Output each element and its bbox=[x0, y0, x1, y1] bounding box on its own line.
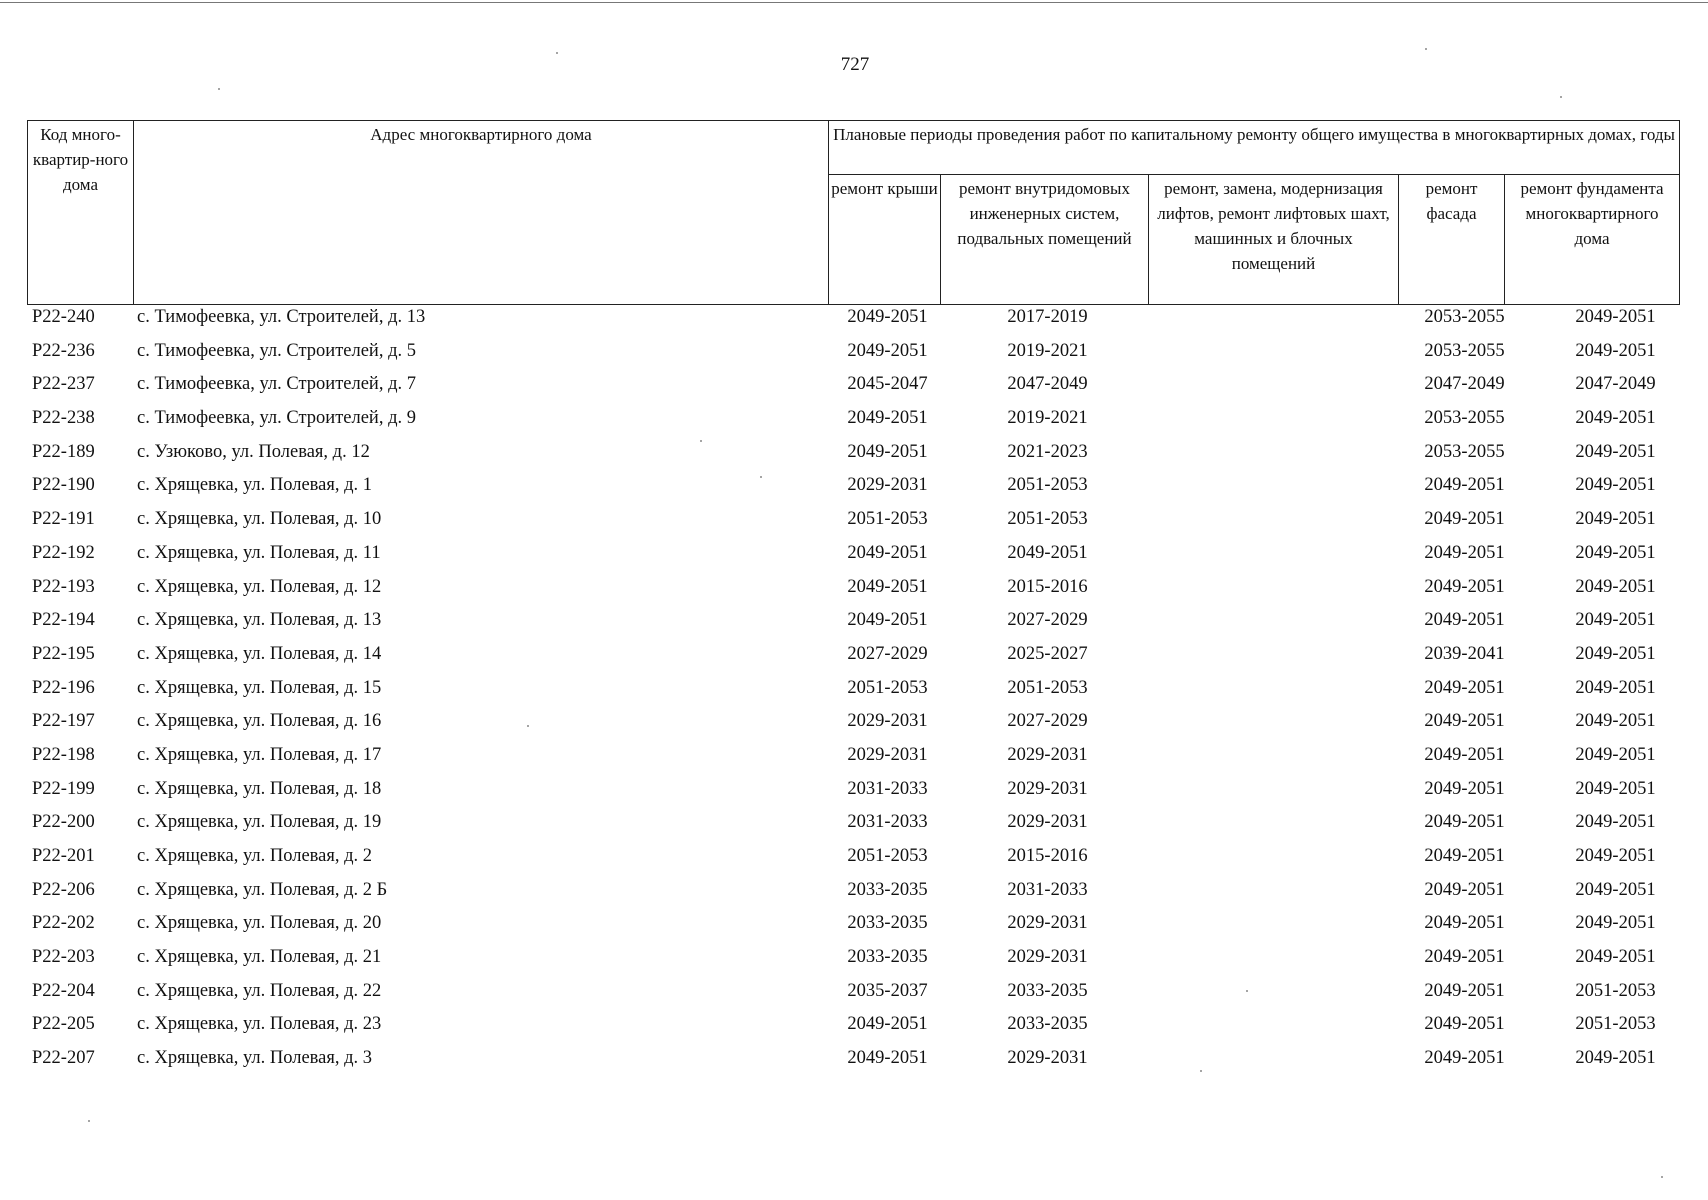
table-row bbox=[27, 642, 1679, 676]
cell-roof: 2029-2031 bbox=[847, 475, 928, 496]
cell-code: P22-203 bbox=[32, 947, 95, 968]
cell-roof: 2051-2053 bbox=[847, 509, 928, 530]
cell-facade: 2049-2051 bbox=[1424, 677, 1505, 698]
cell-address: с. Хрящевка, ул. Полевая, д. 18 bbox=[137, 778, 382, 799]
cell-foundation: 2049-2051 bbox=[1575, 475, 1656, 496]
table-row bbox=[27, 945, 1679, 979]
table-row bbox=[27, 473, 1679, 507]
cell-facade: 2053-2055 bbox=[1424, 307, 1505, 327]
cell-foundation: 2049-2051 bbox=[1575, 1048, 1656, 1069]
header-roof: ремонт крыши bbox=[829, 175, 941, 305]
cell-roof: 2045-2047 bbox=[847, 374, 928, 395]
cell-facade: 2049-2051 bbox=[1424, 812, 1505, 833]
cell-address: с. Тимофеевка, ул. Строителей, д. 13 bbox=[137, 307, 426, 327]
cell-code: P22-200 bbox=[32, 812, 95, 833]
cell-engineering: 2033-2035 bbox=[1007, 980, 1088, 1001]
cell-facade: 2053-2055 bbox=[1424, 408, 1505, 429]
cell-code: P22-240 bbox=[32, 307, 95, 327]
cell-address: с. Тимофеевка, ул. Строителей, д. 5 bbox=[137, 340, 416, 361]
cell-code: P22-190 bbox=[32, 475, 95, 496]
cell-foundation: 2049-2051 bbox=[1575, 778, 1656, 799]
cell-roof: 2031-2033 bbox=[847, 812, 928, 833]
cell-facade: 2049-2051 bbox=[1424, 711, 1505, 732]
cell-roof: 2033-2035 bbox=[847, 879, 928, 900]
cell-foundation: 2051-2053 bbox=[1575, 980, 1656, 1001]
cell-facade: 2049-2051 bbox=[1424, 542, 1505, 563]
cell-facade: 2049-2051 bbox=[1424, 879, 1505, 900]
cell-foundation: 2049-2051 bbox=[1575, 408, 1656, 429]
scan-speck bbox=[527, 725, 529, 727]
cell-code: P22-206 bbox=[32, 879, 95, 900]
cell-facade: 2049-2051 bbox=[1424, 846, 1505, 866]
cell-code: P22-197 bbox=[32, 711, 95, 732]
cell-engineering: 2029-2031 bbox=[1007, 1048, 1088, 1069]
cell-engineering: 2031-2033 bbox=[1007, 879, 1088, 900]
scan-speck bbox=[760, 476, 762, 478]
cell-code: P22-201 bbox=[32, 846, 95, 866]
cell-engineering: 2027-2029 bbox=[1007, 610, 1088, 631]
table-row bbox=[27, 1046, 1679, 1080]
cell-roof: 2051-2053 bbox=[847, 846, 928, 866]
cell-engineering: 2019-2021 bbox=[1007, 340, 1088, 361]
table-row bbox=[27, 777, 1679, 811]
table-row bbox=[27, 575, 1679, 609]
cell-facade: 2049-2051 bbox=[1424, 1014, 1505, 1035]
header-engineering: ремонт внутридомовых инженерных систем, подвальных помещений bbox=[941, 175, 1149, 305]
cell-engineering: 2029-2031 bbox=[1007, 744, 1088, 765]
header-foundation: ремонт фундамента многоквартирного дома bbox=[1505, 175, 1680, 305]
cell-facade: 2049-2051 bbox=[1424, 980, 1505, 1001]
cell-engineering: 2029-2031 bbox=[1007, 812, 1088, 833]
cell-foundation: 2049-2051 bbox=[1575, 576, 1656, 597]
cell-foundation: 2049-2051 bbox=[1575, 812, 1656, 833]
table-header bbox=[27, 120, 1679, 305]
cell-foundation: 2047-2049 bbox=[1575, 374, 1656, 395]
table-body bbox=[27, 305, 1679, 1080]
page-number: 727 bbox=[840, 54, 870, 75]
cell-roof: 2029-2031 bbox=[847, 744, 928, 765]
cell-address: с. Хрящевка, ул. Полевая, д. 10 bbox=[137, 509, 382, 530]
cell-address: с. Хрящевка, ул. Полевая, д. 20 bbox=[137, 913, 382, 934]
cell-engineering: 2027-2029 bbox=[1007, 711, 1088, 732]
cell-foundation: 2049-2051 bbox=[1575, 340, 1656, 361]
cell-address: с. Хрящевка, ул. Полевая, д. 2 bbox=[137, 846, 373, 866]
cell-address: с. Тимофеевка, ул. Строителей, д. 7 bbox=[137, 374, 416, 395]
cell-engineering: 2021-2023 bbox=[1007, 441, 1088, 462]
scan-speck bbox=[1661, 1176, 1663, 1178]
cell-address: с. Хрящевка, ул. Полевая, д. 16 bbox=[137, 711, 382, 732]
table-row bbox=[27, 911, 1679, 945]
header-lift: ремонт, замена, модернизация лифтов, ремонт лифтовых шахт, машинных и блочных помещений bbox=[1149, 175, 1399, 305]
cell-facade: 2049-2051 bbox=[1424, 610, 1505, 631]
cell-engineering: 2025-2027 bbox=[1007, 643, 1088, 664]
cell-code: P22-193 bbox=[32, 576, 95, 597]
cell-address: с. Хрящевка, ул. Полевая, д. 22 bbox=[137, 980, 382, 1001]
cell-facade: 2049-2051 bbox=[1424, 778, 1505, 799]
cell-foundation: 2049-2051 bbox=[1575, 307, 1656, 327]
cell-address: с. Хрящевка, ул. Полевая, д. 3 bbox=[137, 1048, 373, 1069]
cell-code: P22-237 bbox=[32, 374, 95, 395]
cell-address: с. Тимофеевка, ул. Строителей, д. 9 bbox=[137, 408, 416, 429]
cell-code: P22-205 bbox=[32, 1014, 95, 1035]
cell-roof: 2033-2035 bbox=[847, 913, 928, 934]
cell-engineering: 2029-2031 bbox=[1007, 947, 1088, 968]
scan-speck bbox=[1200, 1070, 1202, 1072]
cell-facade: 2049-2051 bbox=[1424, 947, 1505, 968]
cell-foundation: 2049-2051 bbox=[1575, 744, 1656, 765]
table-row bbox=[27, 1012, 1679, 1046]
cell-code: P22-207 bbox=[32, 1048, 95, 1069]
cell-roof: 2049-2051 bbox=[847, 576, 928, 597]
cell-foundation: 2049-2051 bbox=[1575, 913, 1656, 934]
cell-engineering: 2015-2016 bbox=[1007, 846, 1088, 866]
table-row bbox=[27, 541, 1679, 575]
cell-foundation: 2049-2051 bbox=[1575, 947, 1656, 968]
cell-roof: 2027-2029 bbox=[847, 643, 928, 664]
cell-code: P22-192 bbox=[32, 542, 95, 563]
cell-roof: 2033-2035 bbox=[847, 947, 928, 968]
cell-engineering: 2051-2053 bbox=[1007, 509, 1088, 530]
cell-foundation: 2049-2051 bbox=[1575, 711, 1656, 732]
cell-facade: 2049-2051 bbox=[1424, 1048, 1505, 1069]
table-row bbox=[27, 406, 1679, 440]
header-periods-group: Плановые периоды проведения работ по капитальному ремонту общего имущества в многоквартирных домах, годы bbox=[829, 121, 1680, 175]
cell-roof: 2051-2053 bbox=[847, 677, 928, 698]
cell-foundation: 2049-2051 bbox=[1575, 610, 1656, 631]
cell-engineering: 2017-2019 bbox=[1007, 307, 1088, 327]
cell-address: с. Хрящевка, ул. Полевая, д. 13 bbox=[137, 610, 382, 631]
cell-facade: 2049-2051 bbox=[1424, 576, 1505, 597]
cell-roof: 2049-2051 bbox=[847, 441, 928, 462]
top-border-rule bbox=[0, 2, 1708, 3]
cell-roof: 2035-2037 bbox=[847, 980, 928, 1001]
scan-speck bbox=[1425, 48, 1427, 50]
cell-facade: 2053-2055 bbox=[1424, 340, 1505, 361]
cell-address: с. Хрящевка, ул. Полевая, д. 12 bbox=[137, 576, 382, 597]
cell-roof: 2049-2051 bbox=[847, 307, 928, 327]
cell-code: P22-202 bbox=[32, 913, 95, 934]
cell-address: с. Хрящевка, ул. Полевая, д. 21 bbox=[137, 947, 382, 968]
table-row bbox=[27, 878, 1679, 912]
cell-engineering: 2029-2031 bbox=[1007, 778, 1088, 799]
cell-facade: 2049-2051 bbox=[1424, 509, 1505, 530]
cell-address: с. Хрящевка, ул. Полевая, д. 23 bbox=[137, 1014, 382, 1035]
cell-foundation: 2049-2051 bbox=[1575, 509, 1656, 530]
cell-engineering: 2033-2035 bbox=[1007, 1014, 1088, 1035]
table-row bbox=[27, 979, 1679, 1013]
cell-address: с. Хрящевка, ул. Полевая, д. 15 bbox=[137, 677, 382, 698]
cell-facade: 2039-2041 bbox=[1424, 643, 1505, 664]
cell-facade: 2049-2051 bbox=[1424, 475, 1505, 496]
header-code: Код много-квартир-ного дома bbox=[28, 121, 134, 305]
cell-code: P22-189 bbox=[32, 441, 95, 462]
table-row bbox=[27, 810, 1679, 844]
header-address: Адрес многоквартирного дома bbox=[134, 121, 829, 305]
scan-speck bbox=[88, 1120, 90, 1122]
cell-engineering: 2051-2053 bbox=[1007, 677, 1088, 698]
table-row bbox=[27, 305, 1679, 339]
cell-address: с. Хрящевка, ул. Полевая, д. 19 bbox=[137, 812, 382, 833]
cell-roof: 2049-2051 bbox=[847, 542, 928, 563]
table-row bbox=[27, 507, 1679, 541]
table-row bbox=[27, 844, 1679, 878]
cell-address: с. Узюково, ул. Полевая, д. 12 bbox=[137, 441, 370, 462]
cell-roof: 2049-2051 bbox=[847, 1048, 928, 1069]
cell-foundation: 2049-2051 bbox=[1575, 879, 1656, 900]
cell-code: P22-199 bbox=[32, 778, 95, 799]
cell-code: P22-194 bbox=[32, 610, 95, 631]
cell-roof: 2049-2051 bbox=[847, 610, 928, 631]
cell-code: P22-238 bbox=[32, 408, 95, 429]
cell-address: с. Хрящевка, ул. Полевая, д. 14 bbox=[137, 643, 382, 664]
cell-foundation: 2049-2051 bbox=[1575, 846, 1656, 866]
table-row bbox=[27, 709, 1679, 743]
cell-roof: 2049-2051 bbox=[847, 408, 928, 429]
cell-facade: 2049-2051 bbox=[1424, 744, 1505, 765]
table-row bbox=[27, 608, 1679, 642]
cell-code: P22-204 bbox=[32, 980, 95, 1001]
cell-roof: 2029-2031 bbox=[847, 711, 928, 732]
table-row bbox=[27, 339, 1679, 373]
cell-engineering: 2047-2049 bbox=[1007, 374, 1088, 395]
scan-speck bbox=[218, 88, 220, 90]
cell-code: P22-195 bbox=[32, 643, 95, 664]
table-row bbox=[27, 372, 1679, 406]
cell-engineering: 2049-2051 bbox=[1007, 542, 1088, 563]
cell-foundation: 2049-2051 bbox=[1575, 677, 1656, 698]
header-facade: ремонт фасада bbox=[1399, 175, 1505, 305]
cell-address: с. Хрящевка, ул. Полевая, д. 17 bbox=[137, 744, 382, 765]
cell-code: P22-196 bbox=[32, 677, 95, 698]
cell-address: с. Хрящевка, ул. Полевая, д. 1 bbox=[137, 475, 373, 496]
cell-facade: 2053-2055 bbox=[1424, 441, 1505, 462]
scan-speck bbox=[1246, 990, 1248, 992]
cell-foundation: 2049-2051 bbox=[1575, 542, 1656, 563]
cell-code: P22-198 bbox=[32, 744, 95, 765]
table-row bbox=[27, 676, 1679, 710]
cell-engineering: 2029-2031 bbox=[1007, 913, 1088, 934]
scan-speck bbox=[700, 440, 702, 442]
cell-address: с. Хрящевка, ул. Полевая, д. 2 Б bbox=[137, 879, 388, 900]
cell-foundation: 2051-2053 bbox=[1575, 1014, 1656, 1035]
scan-speck bbox=[556, 52, 558, 54]
table-row bbox=[27, 743, 1679, 777]
header-table bbox=[27, 120, 1680, 305]
cell-foundation: 2049-2051 bbox=[1575, 441, 1656, 462]
table-row bbox=[27, 440, 1679, 474]
scan-speck bbox=[1560, 96, 1562, 98]
cell-foundation: 2049-2051 bbox=[1575, 643, 1656, 664]
cell-facade: 2047-2049 bbox=[1424, 374, 1505, 395]
cell-code: P22-236 bbox=[32, 340, 95, 361]
cell-engineering: 2051-2053 bbox=[1007, 475, 1088, 496]
cell-code: P22-191 bbox=[32, 509, 95, 530]
cell-facade: 2049-2051 bbox=[1424, 913, 1505, 934]
cell-roof: 2049-2051 bbox=[847, 340, 928, 361]
cell-roof: 2049-2051 bbox=[847, 1014, 928, 1035]
cell-engineering: 2019-2021 bbox=[1007, 408, 1088, 429]
cell-address: с. Хрящевка, ул. Полевая, д. 11 bbox=[137, 542, 381, 563]
cell-engineering: 2015-2016 bbox=[1007, 576, 1088, 597]
cell-roof: 2031-2033 bbox=[847, 778, 928, 799]
